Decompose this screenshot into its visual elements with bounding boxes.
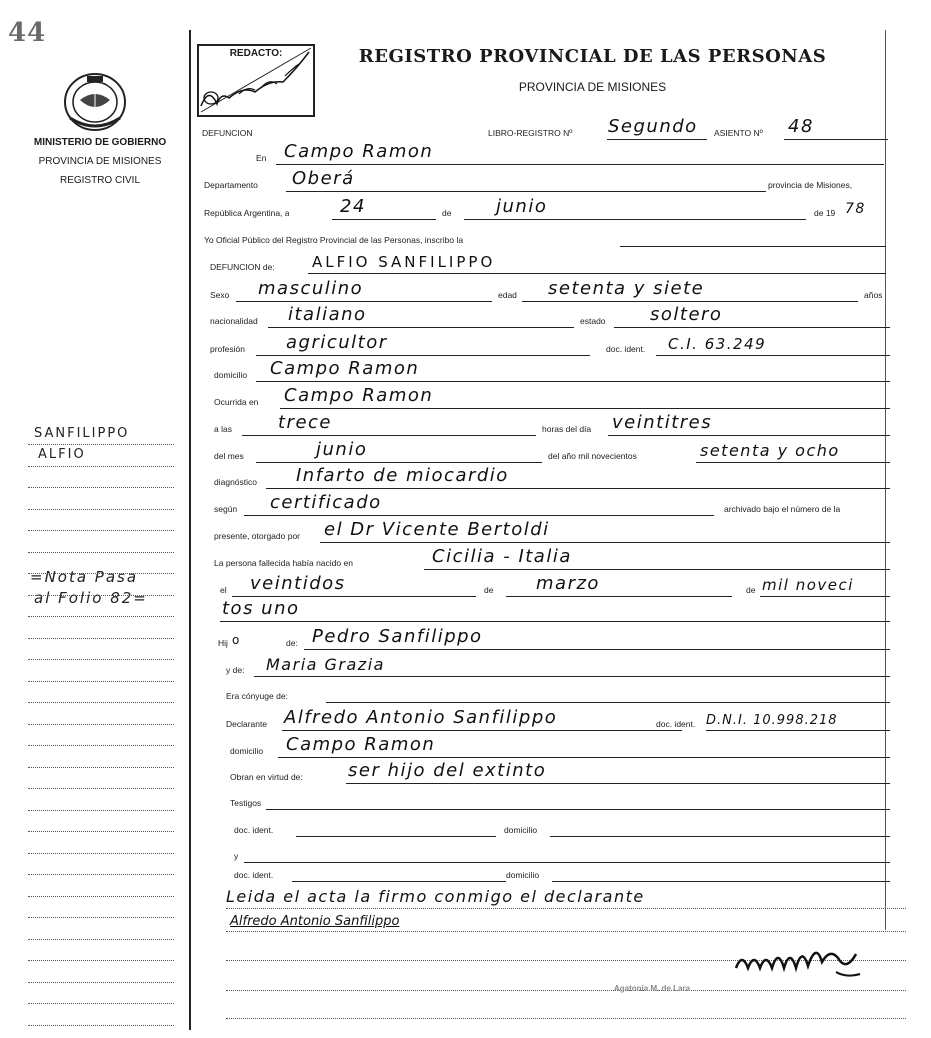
registry-title: REGISTRO PROVINCIAL DE LAS PERSONAS: [358, 46, 827, 67]
sexo-label: Sexo: [210, 290, 230, 300]
madre-row: [200, 657, 890, 677]
nacido-label: La persona fallecida había nacido en: [214, 558, 353, 568]
conyuge-underline: [326, 702, 890, 703]
domicilio-declarante-value: Campo Ramon: [286, 734, 436, 755]
horas-label: horas del día: [542, 424, 592, 434]
estado-underline: [614, 327, 890, 328]
leida-value: Leida el acta la firmo conmigo el declarante: [226, 887, 645, 906]
margin-ruled-line: [28, 896, 174, 897]
domicilio2-label: domicilio: [230, 746, 264, 756]
nac-ano2-underline: [220, 621, 890, 622]
doc-label: doc. ident.: [606, 344, 646, 354]
dia-value: 24: [340, 196, 366, 217]
mes2-underline: [256, 462, 542, 463]
sexo-row: [200, 278, 890, 302]
diagnostico-label: diagnóstico: [214, 477, 258, 487]
diagnostico-value: Infarto de miocardio: [296, 465, 509, 486]
margin-ruled-line: [28, 982, 174, 983]
ministry-province: PROVINCIA DE MISIONES: [38, 156, 162, 167]
nac-dia-underline: [232, 596, 476, 597]
segun-label: según: [214, 504, 238, 514]
hijo-de-label: de:: [286, 638, 298, 648]
nacionalidad-row: [200, 304, 890, 328]
margin-note1: =Nota Pasa: [30, 568, 139, 586]
official-stamp-text: Agatonia M. de Lara: [614, 984, 691, 993]
registry-subtitle: PROVINCIA DE MISIONES: [518, 80, 667, 94]
asiento-label: ASIENTO Nº: [714, 128, 763, 138]
testigo2-row: [200, 843, 890, 863]
estado-value: soltero: [650, 304, 723, 325]
edad-underline: [522, 301, 858, 302]
hijo-label: Hij: [218, 638, 228, 648]
margin-ruled-line: [28, 831, 174, 832]
lugar-underline: [276, 164, 884, 165]
conyuge-label: Era cónyuge de:: [226, 691, 288, 701]
dia-texto-value: veintitres: [612, 412, 713, 433]
leida-dotline: [226, 908, 906, 909]
mes-underline: [464, 219, 806, 220]
margin-ruled-line: [28, 810, 174, 811]
declarante-value: Alfredo Antonio Sanfilippo: [284, 707, 558, 728]
hijo-sufijo: o: [232, 633, 241, 647]
defuncion-de-label: DEFUNCION de:: [210, 262, 275, 272]
edad-value: setenta y siete: [548, 278, 705, 299]
doc4-underline: [292, 881, 506, 882]
doc3-underline: [296, 836, 496, 837]
libro-underline: [607, 139, 707, 140]
domicilio-row: [200, 358, 890, 382]
hijo-row: [200, 626, 890, 650]
departamento-row: [200, 168, 890, 192]
firma-row: [200, 910, 900, 932]
doc-ident3-label: doc. ident.: [234, 825, 274, 835]
nombre-underline: [308, 273, 886, 274]
margin-ruled-line: [28, 724, 174, 725]
y-label: y: [234, 851, 239, 861]
ministry-name: MINISTERIO DE GOBIERNO: [33, 137, 167, 148]
margin-ruled-line: [28, 552, 174, 553]
domicilio-label: domicilio: [214, 370, 248, 380]
departamento-underline: [286, 191, 766, 192]
ministry-registry: REGISTRO CIVIL: [59, 175, 140, 186]
nacionalidad-underline: [268, 327, 574, 328]
margin-ruled-line: [28, 616, 174, 617]
margin-ruled-line: [28, 681, 174, 682]
margin-ruled-line: [28, 595, 174, 596]
mes-value: junio: [496, 196, 548, 217]
margin-ruled-line: [28, 960, 174, 961]
declarante-underline: [282, 730, 682, 731]
margin-ruled-line: [28, 530, 174, 531]
presente-row: [200, 519, 890, 543]
lugar-row: [200, 141, 890, 165]
testigo1-row: [200, 817, 890, 837]
profesion-value: agricultor: [286, 332, 388, 353]
libro-value: Segundo: [608, 116, 698, 137]
testigos-underline: [266, 809, 890, 810]
sexo-value: masculino: [258, 278, 364, 299]
hora-row: [200, 412, 890, 436]
otorgado-underline: [320, 542, 890, 543]
del-ano-label: del año mil novecientos: [548, 451, 637, 461]
domicilio-declarante-underline: [278, 757, 890, 758]
declarante-label: Declarante: [226, 719, 268, 729]
segun-underline: [244, 515, 714, 516]
margin-ruled-line: [28, 638, 174, 639]
padre-underline: [304, 649, 890, 650]
doc-underline: [656, 355, 890, 356]
ocurrida-value: Campo Ramon: [284, 385, 434, 406]
testigos-label: Testigos: [230, 798, 262, 808]
hora-underline: [242, 435, 536, 436]
margin-ruled-line: [28, 702, 174, 703]
otorgado-value: el Dr Vicente Bertoldi: [324, 519, 550, 540]
domicilio-underline: [256, 381, 890, 382]
obran-label: Obran en virtud de:: [230, 772, 303, 782]
nacionalidad-value: italiano: [288, 304, 367, 325]
de1-label: de: [442, 208, 452, 218]
edad-label: edad: [498, 290, 517, 300]
declarante-row: [200, 707, 890, 731]
obran-value: ser hijo del extinto: [348, 760, 547, 781]
nac-mes-underline: [506, 596, 732, 597]
estado-label: estado: [580, 316, 606, 326]
margin-ruled-line: [28, 853, 174, 854]
y-de-label: y de:: [226, 665, 245, 675]
provincial-seal-icon: [60, 70, 130, 132]
diagnostico-row: [200, 465, 890, 489]
del-mes-label: del mes: [214, 451, 244, 461]
doc-declarante-value: D.N.I. 10.998.218: [706, 713, 838, 728]
padre-value: Pedro Sanfilippo: [312, 626, 483, 647]
domicilio4-label: domicilio: [506, 870, 540, 880]
nacionalidad-label: nacionalidad: [210, 316, 258, 326]
diagnostico-underline: [266, 488, 890, 489]
madre-underline: [254, 676, 890, 677]
domicilio-value: Campo Ramon: [270, 358, 420, 379]
departamento-label: Departamento: [204, 180, 258, 190]
fecha-row: [200, 196, 890, 220]
de2-label: de 19: [814, 208, 836, 218]
ocurrida-label: Ocurrida en: [214, 397, 259, 407]
domicilio3-label: domicilio: [504, 825, 538, 835]
nacido-value: Cicilia - Italia: [432, 546, 572, 567]
domicilio3-underline: [550, 836, 890, 837]
oficial-underline: [620, 246, 886, 247]
obran-row: [200, 760, 890, 784]
el-label: el: [220, 585, 227, 595]
doc-ident4-label: doc. ident.: [234, 870, 274, 880]
segun-value: certificado: [270, 492, 382, 513]
nac-ano2-value: tos uno: [222, 598, 300, 619]
nacido-row: [200, 546, 890, 570]
profesion-underline: [256, 355, 590, 356]
margin-ruled-line: [28, 788, 174, 789]
departamento-value: Oberá: [292, 168, 355, 189]
redacto-label: REDACTO:: [229, 48, 283, 59]
margin-ruled-line: [28, 466, 174, 467]
redacto-stamp: [197, 44, 315, 117]
presente-label: presente, otorgado por: [214, 531, 301, 541]
ocurrida-row: [200, 385, 890, 409]
libro-label: LIBRO-REGISTRO Nº: [488, 128, 573, 138]
domicilio-declarante-row: [200, 734, 890, 758]
blank-dotline-3: [226, 1018, 906, 1019]
nombre-value: ALFIO SANFILIPPO: [312, 253, 496, 271]
asiento-value: 48: [788, 116, 814, 137]
nac-ano1-value: mil noveci: [762, 576, 854, 594]
lugar-value: Campo Ramon: [284, 141, 434, 162]
mes-row: [200, 439, 890, 463]
margin-ruled-line: [28, 939, 174, 940]
ocurrida-underline: [280, 408, 890, 409]
conyuge-row: [200, 683, 890, 703]
mes2-value: junio: [316, 439, 368, 460]
sexo-underline: [236, 301, 492, 302]
margin-ruled-line: [28, 573, 174, 574]
nac-ano-underline: [760, 596, 890, 597]
nacimiento-ano-row: [200, 598, 890, 622]
margin-note2: al Folio 82=: [34, 589, 148, 607]
defuncion-heading: DEFUNCION: [202, 128, 253, 138]
de4-label: de: [746, 585, 756, 595]
leida-row: [200, 885, 900, 909]
madre-value: Maria Grazia: [266, 655, 385, 674]
redacto-signature-icon: [199, 46, 313, 115]
oficial-row: [200, 227, 890, 247]
libro-row: [200, 116, 890, 140]
dia-texto-underline: [608, 435, 890, 436]
page-number: 44: [8, 18, 47, 48]
ano-texto-underline: [696, 462, 890, 463]
firma-declarante: Alfredo Antonio Sanfilippo: [230, 914, 400, 929]
margin-ruled-line: [28, 659, 174, 660]
republica-label: República Argentina, a: [204, 208, 290, 218]
nac-dia-value: veintidos: [250, 573, 346, 594]
margin-ruled-line: [28, 487, 174, 488]
margin-ruled-line: [28, 745, 174, 746]
en-label: En: [256, 153, 267, 163]
margin-ruled-line: [28, 1025, 174, 1026]
ano-texto-value: setenta y ocho: [700, 441, 840, 460]
archivado-label: archivado bajo el número de la: [724, 504, 841, 514]
dia-underline: [332, 219, 436, 220]
margin-ruled-line: [28, 874, 174, 875]
margin-name1: SANFILIPPO: [34, 426, 130, 441]
nacimiento-fecha-row: [200, 573, 900, 597]
oficial-label: Yo Oficial Público del Registro Provincial de las Personas, inscribo la: [204, 235, 464, 245]
margin-ruled-line: [28, 767, 174, 768]
nac-mes-value: marzo: [536, 573, 600, 594]
profesion-label: profesión: [210, 344, 245, 354]
margin-ruled-line: [28, 509, 174, 510]
segun-row: [200, 492, 890, 516]
obran-underline: [346, 783, 890, 784]
asiento-underline: [784, 139, 888, 140]
testigos-row: [200, 790, 890, 810]
firma-dotline: [226, 931, 906, 932]
a-las-label: a las: [214, 424, 232, 434]
ano-value: 78: [845, 201, 866, 217]
domicilio4-underline: [552, 881, 890, 882]
official-signature-icon: [726, 938, 866, 993]
profesion-row: [200, 332, 890, 356]
de3-label: de: [484, 585, 494, 595]
provincia-label: provincia de Misiones,: [768, 180, 853, 190]
nacido-underline: [424, 569, 890, 570]
doc-declarante-underline: [706, 730, 890, 731]
margin-ruled-line: [28, 917, 174, 918]
margin-ruled-line: [28, 444, 174, 445]
testigo2-doc-row: [200, 862, 890, 882]
anos-label: años: [864, 290, 883, 300]
margin-ruled-line: [28, 1003, 174, 1004]
doc-ident2-label: doc. ident.: [656, 719, 696, 729]
margin-name2: ALFIO: [38, 447, 86, 462]
defuncion-row: [200, 254, 890, 274]
hora-value: trece: [278, 412, 333, 433]
doc-value: C.I. 63.249: [668, 335, 767, 353]
